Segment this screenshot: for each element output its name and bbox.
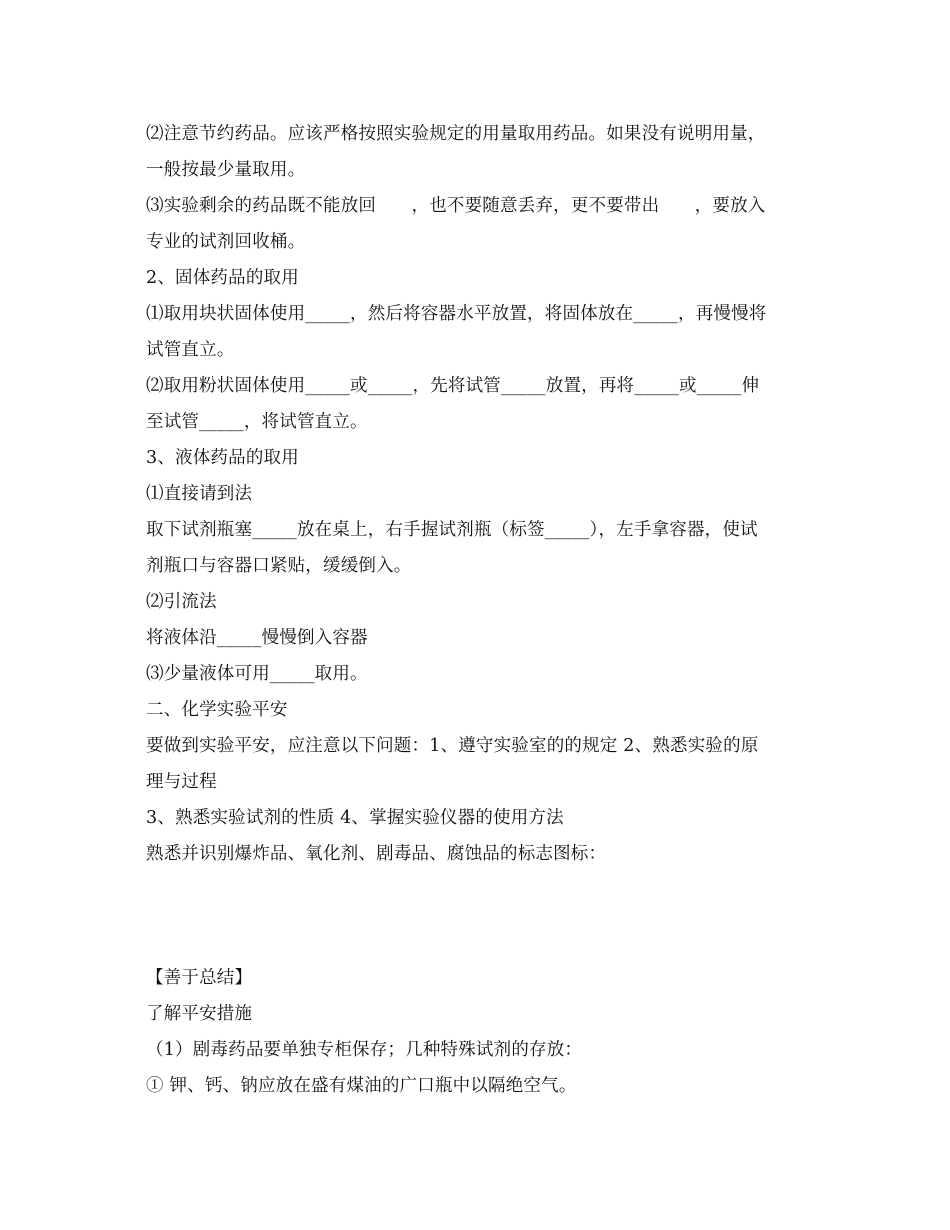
text-line: ⑵取用粉状固体使用_____或_____，先将试管_____放置，再将_____或_____伸 — [146, 376, 760, 396]
text-line: 一般按最少量取用。 — [146, 160, 306, 180]
text-line: 3、熟悉实验试剂的性质 4、掌握实验仪器的使用方法 — [146, 808, 564, 828]
section-heading: 二、化学实验平安 — [146, 700, 288, 720]
text-line: 专业的试剂回收桶。 — [146, 232, 306, 252]
text-line: 取下试剂瓶塞_____放在桌上，右手握试剂瓶（标签_____），左手拿容器，使试 — [146, 520, 758, 540]
text-line: ⑶实验剩余的药品既不能放回 ，也不要随意丢弃，更不要带出 ，要放入 — [146, 196, 766, 216]
blank-space — [146, 872, 806, 960]
text-line: 至试管_____，将试管直立。 — [146, 412, 368, 432]
text-line: ⑵引流法 — [146, 592, 217, 612]
document-body — [146, 116, 806, 1104]
text-line: 将液体沿_____慢慢倒入容器 — [146, 628, 368, 648]
section-heading: 3、液体药品的取用 — [146, 448, 299, 468]
text-line: ① 钾、钙、钠应放在盛有煤油的广口瓶中以隔绝空气。 — [146, 1076, 577, 1096]
text-line: 剂瓶口与容器口紧贴，缓缓倒入。 — [146, 556, 412, 576]
summary-heading: 【善于总结】 — [146, 968, 253, 988]
text-line: （1）剧毒药品要单独专柜保存；几种特殊试剂的存放： — [146, 1040, 583, 1060]
text-line: ⑴直接请到法 — [146, 484, 253, 504]
text-line: ⑶少量液体可用_____取用。 — [146, 664, 368, 684]
text-line: 要做到实验平安，应注意以下问题：1、遵守实验室的的规定 2、熟悉实验的原 — [146, 736, 759, 756]
text-line: 试管直立。 — [146, 340, 235, 360]
text-line: 熟悉并识别爆炸品、氧化剂、剧毒品、腐蚀品的标志图标： — [146, 844, 607, 864]
text-line: ⑵注意节约药品。应该严格按照实验规定的用量取用药品。如果没有说明用量， — [146, 124, 766, 144]
section-heading: 2、固体药品的取用 — [146, 268, 299, 288]
text-line: ⑴取用块状固体使用_____，然后将容器水平放置，将固体放在_____，再慢慢将 — [146, 304, 767, 324]
text-line: 了解平安措施 — [146, 1004, 253, 1024]
text-line: 理与过程 — [146, 772, 217, 792]
